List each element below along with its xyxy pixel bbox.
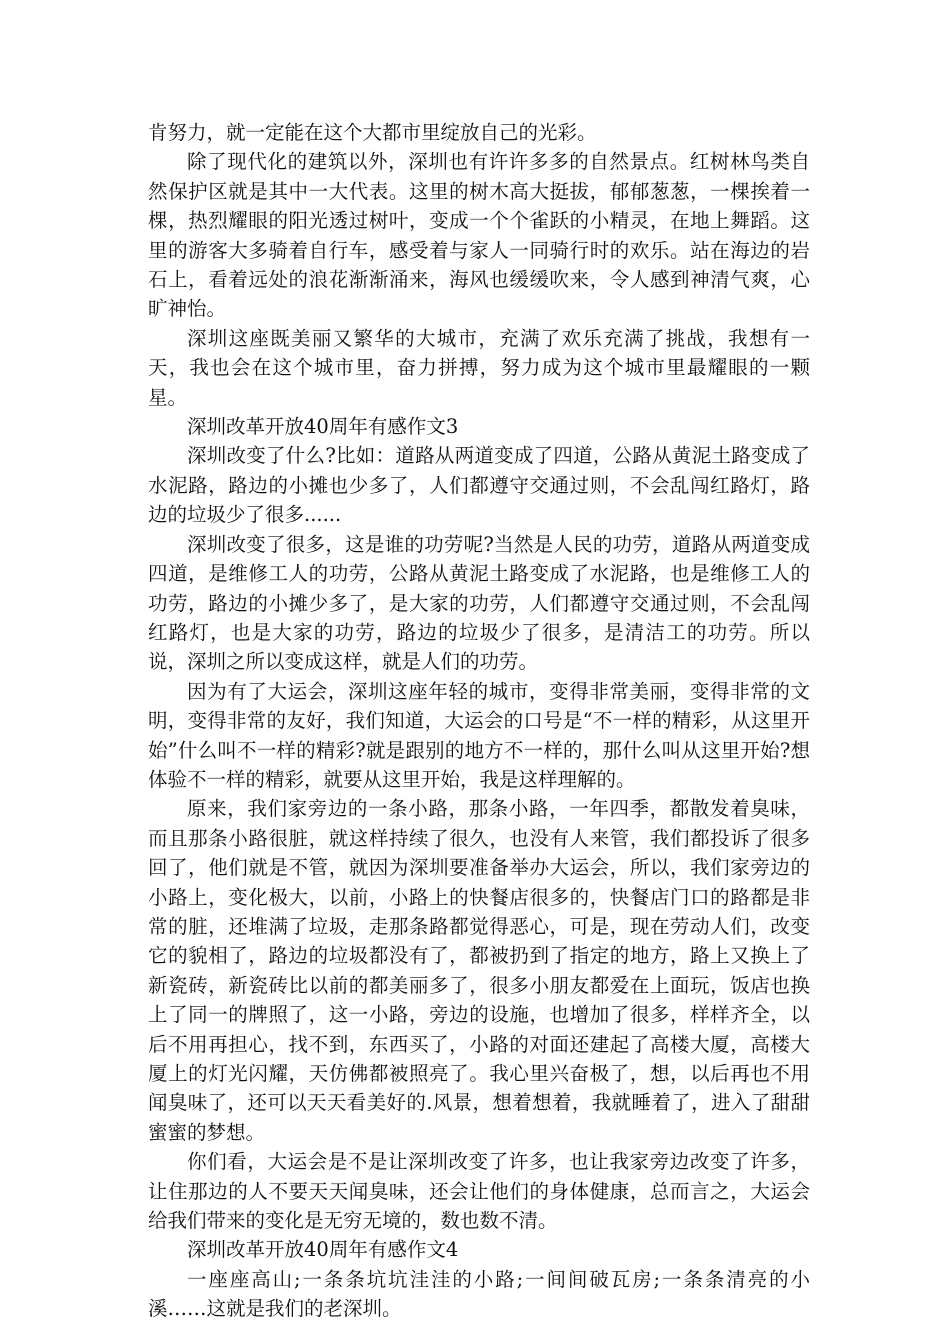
body-paragraph: 深圳改变了什么?比如：道路从两道变成了四道，公路从黄泥土路变成了水泥路，路边的小摊也少多了，人们都遵守交通过则，不会乱闯红路灯，路边的垃圾少了很多...... (148, 444, 810, 527)
document-body (148, 118, 810, 1324)
continuation-paragraph: 肯努力，就一定能在这个大都市里绽放自己的光彩。 (148, 121, 597, 144)
body-paragraph: 除了现代化的建筑以外，深圳也有许许多多的自然景点。红树林鸟类自然保护区就是其中一大代表。这里的树木高大挺拔，郁郁葱葱，一棵挨着一棵，热烈耀眼的阳光透过树叶，变成一个个雀跃的小精灵，在地上舞蹈。这里的游客大多骑着自行车，感受着与家人一同骑行时的欢乐。站在海边的岩石上，看着远处的浪花渐渐涌来，海风也缓缓吹来，令人感到神清气爽，心旷神怡。 (148, 150, 810, 321)
body-paragraph: 因为有了大运会，深圳这座年轻的城市，变得非常美丽，变得非常的文明，变得非常的友好，我们知道，大运会的口号是“不一样的精彩，从这里开始”什么叫不一样的精彩?就是跟别的地方不一样的，那什么叫从这里开始?想体验不一样的精彩，就要从这里开始，我是这样理解的。 (148, 679, 810, 791)
essay-heading: 深圳改革开放40周年有感作文4 (187, 1238, 459, 1262)
essay-heading: 深圳改革开放40周年有感作文3 (187, 415, 459, 439)
body-paragraph: 深圳改变了很多，这是谁的功劳呢?当然是人民的功劳，道路从两道变成四道，是维修工人的功劳，公路从黄泥土路变成了水泥路，也是维修工人的功劳，路边的小摊少多了，是大家的功劳，人们都遵守交通过则，不会乱闯红路灯，也是大家的功劳，路边的垃圾少了很多，是清洁工的功劳。所以说，深圳之所以变成这样，就是人们的功劳。 (148, 532, 810, 674)
body-paragraph: 你们看，大运会是不是让深圳改变了许多，也让我家旁边改变了许多，让住那边的人不要天天闻臭味，还会让他们的身体健康，总而言之，大运会给我们带来的变化是无穷无境的，数也数不清。 (148, 1150, 810, 1233)
body-paragraph: 原来，我们家旁边的一条小路，那条小路，一年四季，都散发着臭味，而且那条小路很脏，就这样持续了很久，也没有人来管，我们都投诉了很多回了，他们就是不管，就因为深圳要准备举办大运会，所以，我们家旁边的小路上，变化极大，以前，小路上的快餐店很多的，快餐店门口的路都是非常的脏，还堆满了垃圾，走那条路都觉得恶心，可是，现在劳动人们，改变它的貌相了，路边的垃圾都没有了，都被扔到了指定的地方，路上又换上了新瓷砖，新瓷砖比以前的都美丽多了，很多小朋友都爱在上面玩，饭店也换上了同一的牌照了，这一小路，旁边的设施，也增加了很多，样样齐全，以后不用再担心，找不到，东西买了，小路的对面还建起了高楼大厦，高楼大厦上的灯光闪耀，天仿佛都被照亮了。我心里兴奋极了，想，以后再也不用闻臭味了，还可以天天看美好的.风景，想着想着，我就睡着了，进入了甜甜蜜蜜的梦想。 (148, 797, 810, 1144)
body-paragraph: 深圳这座既美丽又繁华的大城市，充满了欢乐充满了挑战，我想有一天，我也会在这个城市里，奋力拼搏，努力成为这个城市里最耀眼的一颗星。 (148, 326, 810, 409)
body-paragraph: 一座座高山;一条条坑坑洼洼的小路;一间间破瓦房;一条条清亮的小溪……这就是我们的老深圳。 (148, 1267, 810, 1321)
